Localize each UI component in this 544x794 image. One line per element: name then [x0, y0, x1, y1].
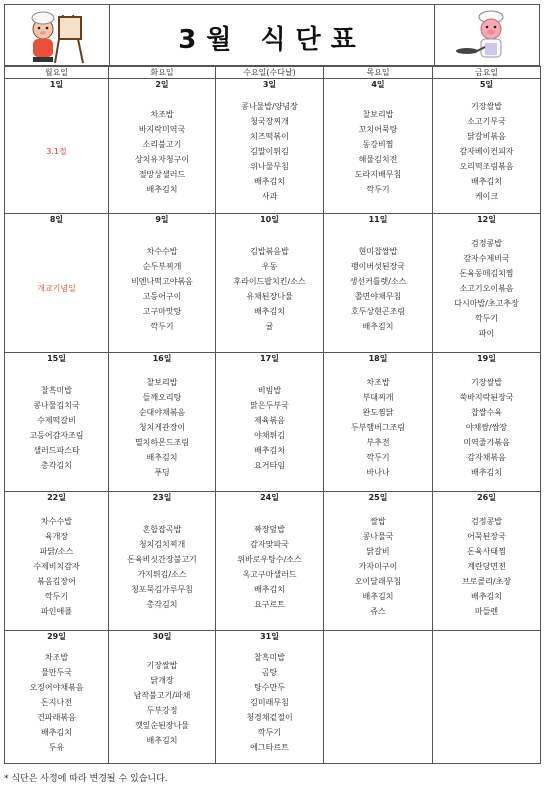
date-cell: 12일 — [433, 214, 541, 226]
menu-item: 돈육동떼김치찜 — [459, 269, 514, 278]
menu-list — [216, 225, 323, 334]
menu-cell — [109, 642, 216, 764]
menu-item: 차조밥 — [150, 110, 174, 119]
menu-item: 고구마맛탕 — [142, 307, 182, 316]
menu-item: 야채쌈/쌈장 — [465, 423, 508, 432]
menu-item: 오징어야채볶음 — [29, 683, 84, 692]
menu-item: 부추전 — [366, 438, 390, 447]
date-cell: 29일 — [5, 631, 109, 643]
menu-item: 어묵된장국 — [467, 532, 506, 541]
menu-item: 마들렌 — [474, 607, 499, 616]
weekday-label: 수요일(수다날) — [216, 67, 324, 79]
menu-list — [433, 503, 540, 619]
date-cell: 18일 — [324, 353, 433, 365]
menu-item: 깍두기 — [366, 453, 390, 462]
menu-item: 비엔나떡고야볶음 — [131, 277, 193, 286]
menu-item: 배추김치 — [471, 468, 502, 477]
menu-item: 바나나 — [366, 468, 390, 477]
menu-cell — [433, 503, 541, 631]
menu-cell — [5, 642, 109, 764]
menu-item: 상치유자청구이 — [134, 155, 190, 164]
menu-item: 배추김치 — [41, 728, 72, 737]
menu-item: 곰탕 — [261, 668, 278, 677]
menu-item: 현미찹쌀밥 — [358, 247, 398, 256]
menu-item: 수제비치감자 — [33, 562, 80, 571]
date-cell: 11일 — [324, 214, 433, 226]
menu-item: 청치김치찌개 — [138, 540, 186, 549]
menu-item: 소고기무국 — [467, 117, 506, 126]
menu-item: 후라이드팝치킨/소스 — [233, 277, 306, 286]
menu-item: 남작불고기/파채 — [133, 691, 191, 700]
menu-item: 총각김치 — [41, 461, 72, 470]
menu-item: 닭갈비볶음 — [467, 132, 506, 141]
menu-item: 혼합잡곡밥 — [142, 525, 182, 534]
menu-item: 푸딩 — [154, 468, 170, 477]
menu-item: 호두상현곤조림 — [350, 307, 406, 316]
date-cell: 5일 — [433, 79, 541, 91]
menu-cell — [109, 364, 216, 492]
menu-item: 샐러드파스타 — [33, 446, 80, 455]
menu-list — [216, 503, 323, 612]
date-cell: 9일 — [109, 214, 216, 226]
menu-cell — [324, 503, 433, 631]
menu-list — [109, 225, 215, 334]
date-row — [5, 492, 541, 504]
menu-list — [109, 364, 215, 480]
menu-item: 육개장 — [44, 532, 69, 541]
menu-item: 콩나물김치국 — [33, 401, 80, 410]
menu-item: 차조밥 — [44, 653, 69, 662]
menu-item: 깍두기 — [44, 592, 69, 601]
menu-cell — [216, 642, 324, 764]
menu-row — [5, 225, 541, 353]
menu-item: 꼬치어묵탕 — [358, 125, 398, 134]
menu-item: 동강비찜 — [362, 140, 394, 149]
menu-item: 맑은두부국 — [250, 401, 289, 410]
menu-item: 배추김치 — [254, 585, 285, 594]
menu-item: 찰흑미밥 — [41, 386, 72, 395]
menu-item: 김말이튀김 — [250, 147, 289, 156]
date-row — [5, 631, 541, 643]
menu-item: 두부햄버그조림 — [350, 423, 406, 432]
menu-cell — [5, 225, 109, 353]
menu-cell — [324, 642, 433, 764]
menu-item: 감자맞파국 — [250, 540, 289, 549]
menu-item: 깍두기 — [257, 728, 282, 737]
menu-cell — [324, 364, 433, 492]
menu-item: 오리떡조림볶음 — [459, 162, 514, 171]
date-cell: 31일 — [216, 631, 324, 643]
weekday-label: 화요일 — [109, 67, 216, 79]
date-cell: 25일 — [324, 492, 433, 504]
menu-item: 배추김치 — [362, 592, 394, 601]
date-cell — [433, 631, 541, 643]
menu-item: 돈지나전 — [41, 698, 72, 707]
menu-item: 순두부찌개 — [142, 262, 182, 271]
menu-cell — [433, 364, 541, 492]
menu-list — [109, 503, 215, 612]
menu-cell — [5, 90, 109, 214]
menu-item: 차수수밥 — [146, 247, 178, 256]
date-cell: 1일 — [5, 79, 109, 91]
menu-item: 기장쌀밥 — [471, 378, 502, 387]
pig-chef-cooking-icon — [455, 7, 519, 65]
menu-cell — [109, 225, 216, 353]
menu-item: 귤 — [265, 322, 274, 331]
date-row — [5, 214, 541, 226]
date-cell: 16일 — [109, 353, 216, 365]
menu-cell — [433, 642, 541, 764]
menu-item: 치즈떡볶이 — [250, 132, 289, 141]
menu-item: 배추김치 — [254, 177, 285, 186]
menu-row — [5, 642, 541, 764]
menu-item: 요거타임 — [254, 461, 285, 470]
menu-item: 멸치하몬드조림 — [134, 438, 190, 447]
menu-item: 감자수제비국 — [463, 254, 510, 263]
menu-item: 찰보리밥 — [146, 378, 178, 387]
menu-item: 계란당면전 — [467, 562, 506, 571]
menu-item: 요구르트 — [254, 600, 285, 609]
menu-item: 위바로우탕수/소스 — [237, 555, 302, 564]
menu-list — [324, 225, 432, 334]
menu-row — [5, 90, 541, 214]
menu-item: 청국장찌개 — [250, 117, 289, 126]
menu-item: 청경채겉절이 — [246, 713, 293, 722]
menu-item: 비빔밥 — [257, 386, 282, 395]
menu-item: 돈육사태찜 — [467, 547, 506, 556]
menu-item: 쑥바지락된장국 — [459, 393, 514, 402]
menu-item: 배추김치 — [471, 177, 502, 186]
menu-item: 총각김치 — [146, 600, 178, 609]
menu-item: 절망상샐러드 — [138, 170, 186, 179]
menu-item: 두부강정 — [146, 706, 178, 715]
menu-item: 수제떡갈비 — [37, 416, 76, 425]
menu-list — [433, 225, 540, 341]
menu-item: 도라지배무침 — [354, 170, 402, 179]
menu-list — [324, 364, 432, 480]
menu-item: 소고기오이볶음 — [459, 284, 514, 293]
menu-item: 브로콜리/초장 — [461, 577, 512, 586]
date-cell: 23일 — [109, 492, 216, 504]
date-cell: 4일 — [324, 79, 433, 91]
menu-item: 위나물무침 — [250, 162, 289, 171]
menu-list — [216, 90, 323, 204]
menu-item: 차수수밥 — [41, 517, 72, 526]
menu-cell — [216, 503, 324, 631]
date-cell: 3일 — [216, 79, 324, 91]
menu-item: 가지튀김/소스 — [137, 570, 187, 579]
date-cell: 24일 — [216, 492, 324, 504]
menu-cell — [109, 90, 216, 214]
date-row — [5, 353, 541, 365]
menu-item: 건파래볶음 — [37, 713, 76, 722]
menu-item: 물만두국 — [41, 668, 72, 677]
menu-item: 들깨오리탕 — [142, 393, 182, 402]
menu-item: 배추김치 — [254, 446, 285, 455]
menu-item: 유채된장나물 — [246, 292, 293, 301]
page-title: 3월 식단표 — [178, 25, 366, 55]
header — [4, 4, 540, 66]
menu-item: 감자채볶음 — [467, 453, 506, 462]
weekday-header-row — [5, 67, 541, 79]
menu-item: 소리불고기 — [142, 140, 182, 149]
menu-list — [433, 364, 540, 480]
date-cell: 2일 — [109, 79, 216, 91]
menu-list — [324, 642, 432, 703]
menu-item: 고등어감자조림 — [29, 431, 84, 440]
menu-item: 콩나물국 — [362, 532, 394, 541]
menu-item: 깍두기 — [366, 185, 390, 194]
menu-item: 기장쌀밥 — [471, 102, 502, 111]
menu-item: 찰보리밥 — [362, 110, 394, 119]
menu-cell — [324, 90, 433, 214]
holiday-label: 3.1절 — [46, 147, 67, 156]
header-right-cell — [434, 5, 539, 65]
date-cell: 30일 — [109, 631, 216, 643]
menu-item: 야채튀김 — [254, 431, 285, 440]
menu-item: 배추김치 — [254, 307, 285, 316]
date-cell: 15일 — [5, 353, 109, 365]
menu-item: 쥬스 — [370, 607, 386, 616]
menu-item: 우동 — [261, 262, 278, 271]
menu-list — [433, 642, 540, 703]
menu-item: 고등어구이 — [142, 292, 182, 301]
menu-list — [216, 642, 323, 755]
menu-item: 다시마밥/초고추장 — [454, 299, 519, 308]
menu-item: 바지락미역국 — [138, 125, 186, 134]
menu-item: 가자미구이 — [358, 562, 398, 571]
menu-item: 찹쌀수육 — [471, 408, 502, 417]
menu-cell — [216, 364, 324, 492]
weekday-label: 목요일 — [324, 67, 433, 79]
date-cell: 17일 — [216, 353, 324, 365]
menu-cell — [433, 225, 541, 353]
menu-item: 에그타르트 — [250, 743, 289, 752]
menu-item: 감자베이컨피자 — [459, 147, 514, 156]
date-cell: 26일 — [433, 492, 541, 504]
menu-cell — [433, 90, 541, 214]
menu-item: 팽이버섯된장국 — [350, 262, 406, 271]
menu-item: 탕수만두 — [254, 683, 285, 692]
holiday-label: 개교기념일 — [37, 284, 76, 293]
menu-sheet — [4, 4, 540, 764]
menu-item: 닭개장 — [150, 676, 174, 685]
weekday-label: 월요일 — [5, 67, 109, 79]
menu-list — [5, 503, 108, 619]
weekday-label: 금요일 — [433, 67, 541, 79]
menu-cell — [216, 225, 324, 353]
menu-row — [5, 364, 541, 492]
menu-item: 두유 — [48, 743, 65, 752]
date-cell — [324, 631, 433, 643]
menu-list — [324, 503, 432, 619]
menu-item: 김밥볶음밥 — [250, 247, 289, 256]
menu-item: 생선커틀렛/소스 — [349, 277, 407, 286]
menu-item: 파인애플 — [41, 607, 72, 616]
date-cell: 10일 — [216, 214, 324, 226]
date-cell: 22일 — [5, 492, 109, 504]
menu-row — [5, 503, 541, 631]
menu-item: 기장쌀밥 — [146, 661, 178, 670]
menu-item: 돈육비싯간장불고기 — [127, 555, 197, 564]
menu-list — [433, 90, 540, 204]
menu-item: 김미래무침 — [250, 698, 289, 707]
menu-item: 볶음김장어 — [37, 577, 76, 586]
menu-list — [5, 225, 108, 296]
menu-item: 배추김치 — [146, 453, 178, 462]
menu-item: 닭갈비 — [366, 547, 390, 556]
menu-item: 파닭/소스 — [39, 547, 74, 556]
menu-item: 순대야채볶음 — [138, 408, 186, 417]
menu-item: 콩나물밥/양념장 — [241, 102, 298, 111]
menu-item: 옥고구마샐러드 — [242, 570, 297, 579]
menu-item: 차조밥 — [366, 378, 390, 387]
footer-note: * 식단은 사정에 따라 변경될 수 있습니다. — [4, 774, 168, 784]
menu-cell — [109, 503, 216, 631]
menu-item: 깍두기 — [474, 314, 499, 323]
menu-item: 배추김치 — [146, 736, 178, 745]
menu-list — [109, 642, 215, 748]
menu-item: 케이크 — [474, 192, 499, 201]
menu-item: 깍두기 — [150, 322, 174, 331]
menu-list — [324, 90, 432, 197]
menu-item: 짜장덮밥 — [254, 525, 285, 534]
menu-item: 완도찜닭 — [362, 408, 394, 417]
menu-list — [5, 642, 108, 755]
menu-item: 검정콩밥 — [471, 239, 502, 248]
menu-item: 청치게관장이 — [138, 423, 186, 432]
menu-list — [216, 364, 323, 473]
date-cell: 19일 — [433, 353, 541, 365]
menu-list — [5, 90, 108, 159]
menu-cell — [324, 225, 433, 353]
menu-item: 배추김치 — [146, 185, 178, 194]
menu-item: 쌀밥 — [370, 517, 386, 526]
menu-cell — [5, 364, 109, 492]
date-row — [5, 79, 541, 91]
menu-item: 제육볶음 — [254, 416, 285, 425]
menu-item: 해물김치전 — [358, 155, 398, 164]
menu-item: 오이달래무침 — [354, 577, 402, 586]
menu-cell — [5, 503, 109, 631]
menu-item: 배추김치 — [471, 592, 502, 601]
menu-list — [5, 364, 108, 473]
menu-item: 청포묵김가루무침 — [131, 585, 193, 594]
menu-cell — [216, 90, 324, 214]
menu-item: 깻잎순된장나물 — [134, 721, 190, 730]
menu-item: 파이 — [478, 329, 495, 338]
menu-item: 쫄면야채무침 — [354, 292, 402, 301]
menu-list — [109, 90, 215, 197]
menu-item: 사과 — [261, 192, 278, 201]
date-cell: 8일 — [5, 214, 109, 226]
menu-calendar — [4, 66, 541, 764]
menu-item: 배추김치 — [362, 322, 394, 331]
menu-item: 부대찌개 — [362, 393, 394, 402]
menu-item: 검정콩밥 — [471, 517, 502, 526]
menu-item: 미역줄기볶음 — [463, 438, 510, 447]
menu-item: 찰흑미밥 — [254, 653, 285, 662]
